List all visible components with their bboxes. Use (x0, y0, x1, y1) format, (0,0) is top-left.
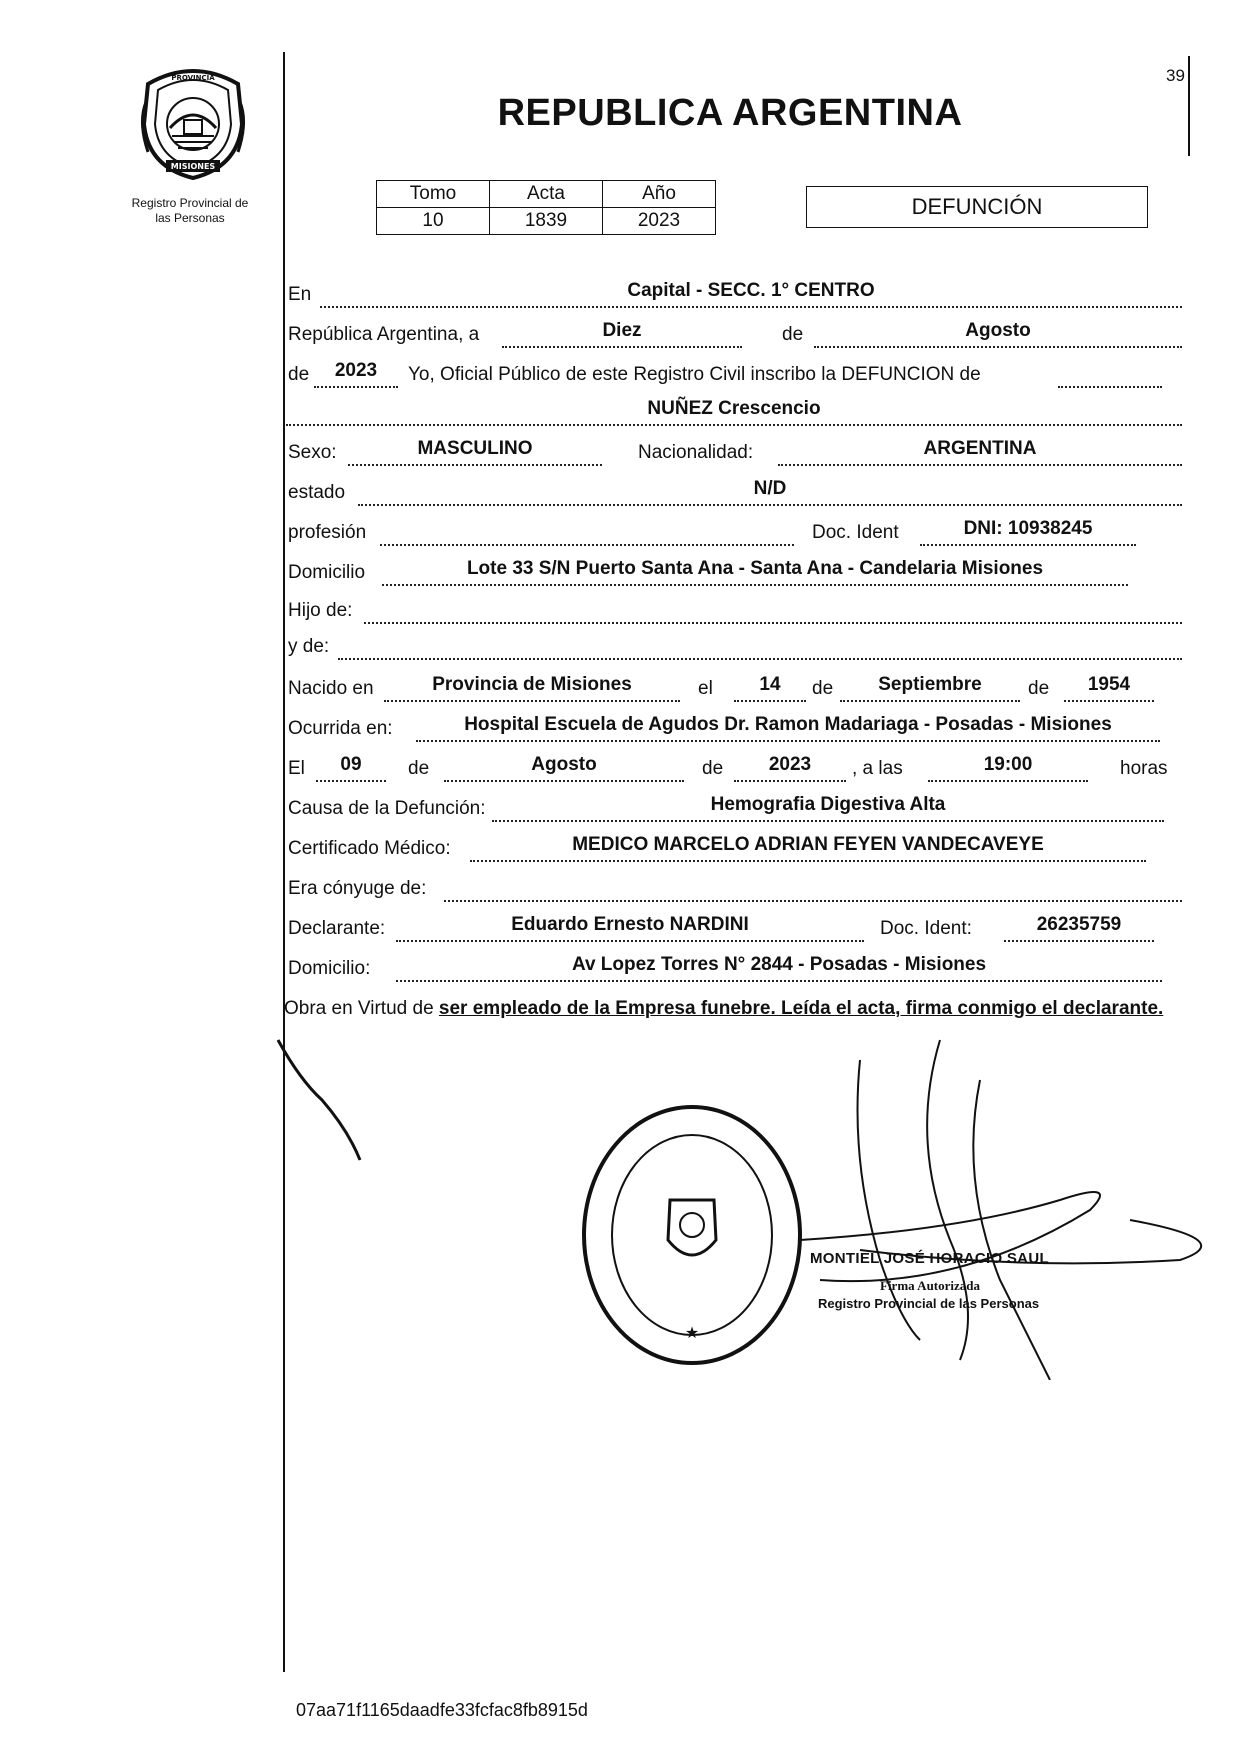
label-def-de2: de (702, 758, 724, 779)
label-sexo: Sexo: (288, 442, 337, 463)
row-declarante (284, 912, 1184, 944)
row-hijo-de (284, 594, 1184, 626)
field-lugar: Capital - SECC. 1° CENTRO (320, 278, 1182, 308)
label-estado: estado (288, 482, 346, 503)
field-hijo-de (364, 594, 1182, 624)
ref-value-acta: 1839 (490, 208, 603, 235)
field-conyuge (444, 872, 1182, 902)
field-sexo: MASCULINO (348, 436, 602, 466)
field-def-hora: 19:00 (928, 752, 1088, 782)
svg-text:MISIONES: MISIONES (170, 162, 216, 171)
label-domicilio2: Domicilio: (288, 958, 371, 979)
document-hash: 07aa71f1165daadfe33fcfac8fb8915d (296, 1700, 588, 1720)
ref-header-tomo: Tomo (377, 181, 490, 208)
row-conyuge (284, 872, 1184, 904)
field-fallecido: NUÑEZ Crescencio (286, 396, 1182, 426)
signature-loop (800, 1192, 1100, 1281)
field-profesion (380, 516, 794, 546)
declarant-signature-stroke (278, 1040, 360, 1160)
stamp-shield-icon (668, 1200, 716, 1255)
field-mes: Agosto (814, 318, 1182, 348)
reference-value-row (377, 208, 716, 235)
reference-header-row (377, 181, 716, 208)
label-de-mes: de (782, 324, 804, 345)
document-type: DEFUNCIÓN (806, 186, 1148, 228)
ref-header-anio: Año (603, 181, 716, 208)
field-nac-dia: 14 (734, 672, 806, 702)
row-fecha (284, 318, 1184, 350)
label-def-de1: de (408, 758, 430, 779)
field-causa: Hemografia Digestiva Alta (492, 792, 1164, 822)
right-margin-line (1188, 56, 1190, 156)
ref-header-acta: Acta (490, 181, 603, 208)
reference-table (376, 180, 716, 235)
field-declarante-domicilio: Av Lopez Torres N° 2844 - Posadas - Misiones (396, 952, 1162, 982)
field-declarante-doc: 26235759 (1004, 912, 1154, 942)
signer-name: MONTIEL JOSÉ HORACIO SAUL (810, 1250, 1049, 1267)
signer-org: Registro Provincial de las Personas (818, 1296, 1040, 1311)
row-lugar (284, 278, 1184, 310)
row-domicilio-declarante (284, 952, 1184, 984)
ref-value-anio: 2023 (603, 208, 716, 235)
label-y-de: y de: (288, 636, 330, 657)
row-fecha-defuncion (284, 752, 1184, 784)
row-sexo (284, 436, 1184, 468)
stamp-star: ★ (684, 1323, 700, 1342)
field-doc-ident: DNI: 10938245 (920, 516, 1136, 546)
row-nacido (284, 672, 1184, 704)
closing-text (284, 996, 1184, 1022)
label-doc-ident: Doc. Ident (812, 522, 899, 543)
field-domicilio: Lote 33 S/N Puerto Santa Ana - Santa Ana - Candelaria Misiones (382, 556, 1128, 586)
label-republica: República Argentina, a (288, 324, 480, 345)
label-obra: Obra en Virtud de (284, 998, 434, 1019)
field-def-dia: 09 (316, 752, 386, 782)
signer-role: Firma Autorizada (880, 1278, 981, 1293)
label-nacido-en: Nacido en (288, 678, 374, 699)
field-nac-mes: Septiembre (840, 672, 1020, 702)
label-hijo-de: Hijo de: (288, 600, 353, 621)
label-nacionalidad: Nacionalidad: (638, 442, 754, 463)
field-nacido-en: Provincia de Misiones (384, 672, 680, 702)
label-ocurrida-en: Ocurrida en: (288, 718, 393, 739)
label-causa: Causa de la Defunción: (288, 798, 486, 819)
misiones-seal-icon (138, 62, 248, 182)
row-domicilio (284, 556, 1184, 588)
field-obra: ser empleado de la Empresa funebre. Leída el acta, firma conmigo el declarante. (438, 998, 1164, 1019)
field-nac-anio: 1954 (1064, 672, 1154, 702)
label-oficial-text: Yo, Oficial Público de este Registro Civil inscribo la DEFUNCION de (408, 364, 981, 385)
field-nacionalidad: ARGENTINA (778, 436, 1182, 466)
label-a-las: , a las (852, 758, 903, 779)
page-number: 39 (1166, 66, 1185, 85)
page-title: REPUBLICA ARGENTINA (497, 92, 963, 134)
row-y-de (284, 630, 1184, 662)
label-conyuge: Era cónyuge de: (288, 878, 427, 899)
ref-value-tomo: 10 (377, 208, 490, 235)
field-certificado: MEDICO MARCELO ADRIAN FEYEN VANDECAVEYE (470, 832, 1146, 862)
label-de-anio: de (288, 364, 310, 385)
row-oficial (284, 358, 1184, 390)
field-ocurrida-en: Hospital Escuela de Agudos Dr. Ramon Madariaga - Posadas - Misiones (416, 712, 1160, 742)
row-fallecido (284, 396, 1184, 428)
label-el-cap: El (288, 758, 305, 779)
fill-oficial (1058, 384, 1162, 388)
official-stamp-inner-ring (612, 1135, 772, 1335)
field-anio: 2023 (314, 358, 398, 388)
label-domicilio: Domicilio (288, 562, 366, 583)
field-estado: N/D (358, 476, 1182, 506)
label-en: En (288, 284, 312, 305)
svg-text:PROVINCIA: PROVINCIA (171, 74, 215, 82)
signature-stroke-3 (973, 1080, 1050, 1380)
signature-stroke-2 (927, 1040, 968, 1360)
row-causa (284, 792, 1184, 824)
field-def-anio: 2023 (734, 752, 846, 782)
row-profesion (284, 516, 1184, 548)
registry-label-line1: Registro Provincial de (131, 196, 249, 210)
label-declarante: Declarante: (288, 918, 386, 939)
label-nac-de1: de (812, 678, 834, 699)
label-el: el (698, 678, 713, 699)
label-profesion: profesión (288, 522, 367, 543)
label-horas: horas (1120, 758, 1168, 779)
field-y-de (338, 630, 1182, 660)
label-certificado: Certificado Médico: (288, 838, 451, 859)
stamp-signature-graphic (260, 1020, 1220, 1380)
field-dia-letras: Diez (502, 318, 742, 348)
field-declarante: Eduardo Ernesto NARDINI (396, 912, 864, 942)
label-nac-de2: de (1028, 678, 1050, 699)
row-estado (284, 476, 1184, 508)
row-ocurrida (284, 712, 1184, 744)
row-certificado (284, 832, 1184, 864)
registry-label-line2: las Personas (155, 211, 225, 225)
field-def-mes: Agosto (444, 752, 684, 782)
label-doc-ident2: Doc. Ident: (880, 918, 972, 939)
registry-label (110, 196, 270, 226)
